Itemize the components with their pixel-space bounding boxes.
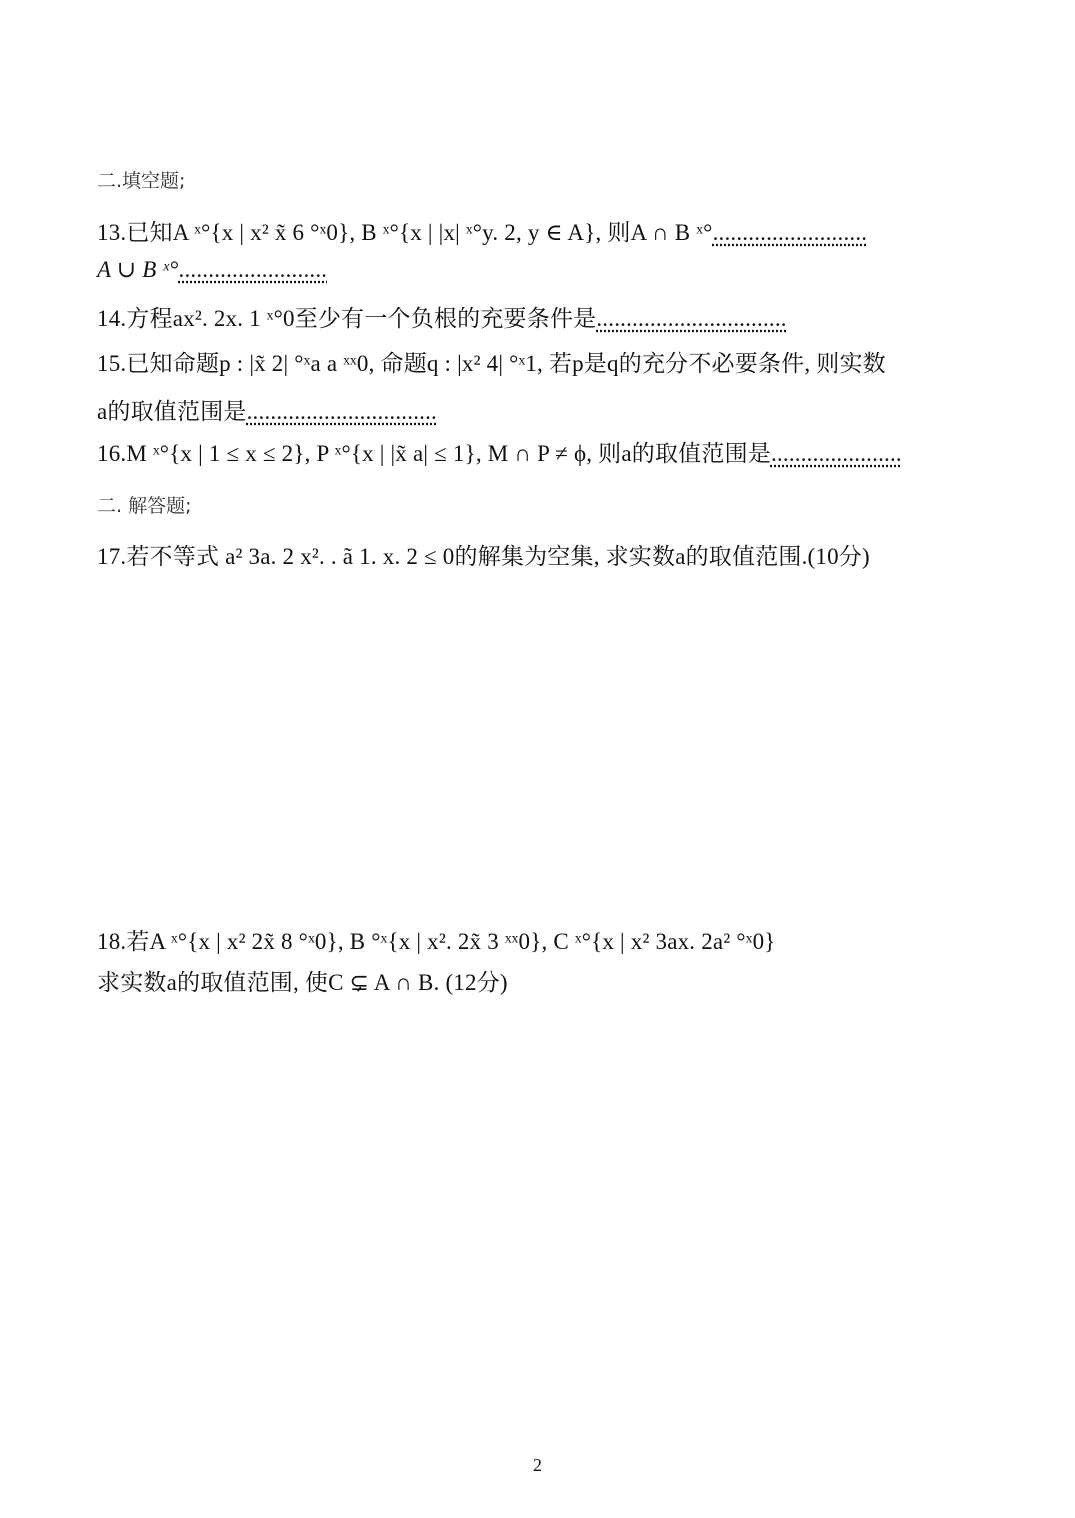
page-number: 2 xyxy=(533,1455,542,1475)
question-13-text: 13.已知A ˣ°{x | x² x̃ 6 °ˣ0}, B ˣ°{x | |x| ˣ°y. 2, y ∈ A}, 则A ∩ B ˣ° xyxy=(97,220,713,245)
question-16-text: 16.M ˣ°{x | 1 ≤ x ≤ 2}, P ˣ°{x | |x̃ a| ≤ 1}, M ∩ P ≠ ϕ, 则a的取值范围是 xyxy=(97,441,771,466)
question-16-blank: ...................... xyxy=(770,441,902,466)
question-13-line-1 xyxy=(97,214,867,247)
question-13-blank-intersection: .......................... xyxy=(712,220,868,245)
question-14-text: 14.方程ax². 2x. 1 ˣ°0至少有一个负根的充要条件是 xyxy=(97,306,597,331)
question-17-text: 17.若不等式 a² 3a. 2 x². . ã 1. x. 2 ≤ 0的解集为空集, 求实数a的取值范围.(10分) xyxy=(97,544,870,569)
question-14-blank: ................................ xyxy=(596,306,787,331)
question-15-text-cont: a的取值范围是 xyxy=(97,399,247,424)
question-15-text: 15.已知命题p : |x̃ 2| °ˣa a ˣˣ0, 命题q : |x² 4| °ˣ1, 若p是q的充分不必要条件, 则实数 xyxy=(97,351,886,376)
question-13-line-2 xyxy=(97,257,327,283)
fill-in-section-title: 二.填空题; xyxy=(97,170,186,192)
question-15-line-2 xyxy=(97,393,437,426)
question-18-text: 18.若A ˣ°{x | x² 2x̃ 8 °ˣ0}, B °ˣ{x | x². 2x̃ 3 ˣˣ0}, C ˣ°{x | x² 3ax. 2a² °ˣ0} xyxy=(97,929,776,954)
question-15-line-1 xyxy=(97,345,886,378)
question-15-blank: ................................ xyxy=(246,399,438,424)
question-18-line-1 xyxy=(97,923,776,956)
question-16 xyxy=(97,435,902,468)
question-17 xyxy=(97,538,870,571)
question-13-blank-union: ......................... xyxy=(178,257,328,282)
question-18-text-cont: 求实数a的取值范围, 使C ⊊ A ∩ B. (12分) xyxy=(97,970,508,995)
question-18-line-2 xyxy=(97,964,508,997)
question-13-union-text: A ∪ B ˣ° xyxy=(97,257,179,282)
answer-section-title: 二. 解答题; xyxy=(97,495,192,517)
question-14 xyxy=(97,300,787,333)
